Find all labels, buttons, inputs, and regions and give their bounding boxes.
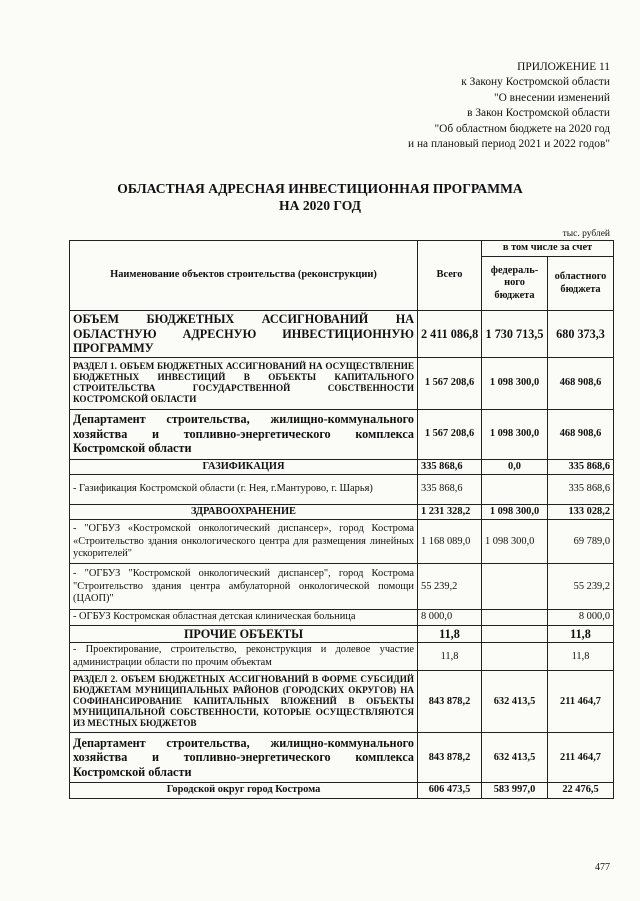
- row-total: 843 878,2: [418, 671, 482, 733]
- row-total: 2 411 086,8: [418, 311, 482, 358]
- row-total: 55 239,2: [418, 564, 482, 610]
- appendix-line: "Об областном бюджете на 2020 год: [434, 122, 610, 135]
- row-total: 843 878,2: [418, 733, 482, 783]
- row-federal: 1 098 300,0: [482, 409, 548, 459]
- appendix-line: "О внесении изменений: [493, 91, 610, 104]
- row-total: 1 231 328,2: [418, 504, 482, 519]
- appendix-line: и на плановый период 2021 и 2022 годов": [408, 138, 610, 151]
- row-name: ГАЗИФИКАЦИЯ: [70, 459, 418, 474]
- header-name: Наименование объектов строительства (реконструкции): [70, 241, 418, 311]
- table-row: [70, 610, 614, 625]
- row-regional: 8 000,0: [548, 610, 614, 625]
- row-federal: 1 098 300,0: [482, 357, 548, 409]
- row-name: Департамент строительства, жилищно-коммунального хозяйства и топливно-энергетического комплекса Костромской области: [70, 409, 418, 459]
- row-name: - Проектирование, строительство, реконструкция и долевое участие администрации области по прочим объектам: [70, 643, 418, 671]
- row-federal: [482, 564, 548, 610]
- row-regional: 11,8: [548, 643, 614, 671]
- row-name: - Газификация Костромской области (г. Нея, г.Мантурово, г. Шарья): [70, 474, 418, 504]
- table-row: [70, 625, 614, 643]
- row-regional: 211 464,7: [548, 671, 614, 733]
- title-line-1: ОБЛАСТНАЯ АДРЕСНАЯ ИНВЕСТИЦИОННАЯ ПРОГРАММА: [117, 181, 523, 196]
- appendix-block: [408, 60, 610, 152]
- row-regional: 11,8: [548, 625, 614, 643]
- header-incl: в том числе за счет: [482, 241, 614, 257]
- table-row: [70, 733, 614, 783]
- table-row: [70, 520, 614, 564]
- row-federal: 632 413,5: [482, 733, 548, 783]
- table-row: [70, 357, 614, 409]
- units-label: тыс. рублей: [562, 229, 610, 239]
- row-total: 1 168 089,0: [418, 520, 482, 564]
- row-name: ПРОЧИЕ ОБЪЕКТЫ: [70, 625, 418, 643]
- table-row: [70, 474, 614, 504]
- row-regional: 335 868,6: [548, 474, 614, 504]
- row-federal: [482, 643, 548, 671]
- row-name: - "ОГБУЗ «Костромской онкологический диспансер», город Кострома «Строительство здания онкологического центра для размещения линейных ускорителей": [70, 520, 418, 564]
- row-name: Департамент строительства, жилищно-коммунального хозяйства и топливно-энергетического комплекса Костромской области: [70, 733, 418, 783]
- header-total: Всего: [418, 241, 482, 311]
- table-row: [70, 311, 614, 358]
- title-line-2: НА 2020 ГОД: [279, 198, 361, 213]
- table-row: [70, 671, 614, 733]
- row-total: 606 473,5: [418, 783, 482, 798]
- row-regional: 22 476,5: [548, 783, 614, 798]
- row-name: РАЗДЕЛ 1. ОБЪЕМ БЮДЖЕТНЫХ АССИГНОВАНИЙ НА ОСУЩЕСТВЛЕНИЕ БЮДЖЕТНЫХ ИНВЕСТИЦИЙ В ОБЪЕКТЫ КАПИТАЛЬНОГО СТРОИТЕЛЬСТВА ГОСУДАРСТВЕННОЙ СОБСТВЕННОСТИ КОСТРОМСКОЙ ОБЛАСТИ: [70, 357, 418, 409]
- row-total: 8 000,0: [418, 610, 482, 625]
- row-regional: 55 239,2: [548, 564, 614, 610]
- row-regional: 335 868,6: [548, 459, 614, 474]
- row-total: 11,8: [418, 643, 482, 671]
- row-federal: [482, 474, 548, 504]
- row-federal: 583 997,0: [482, 783, 548, 798]
- appendix-line: к Закону Костромской области: [461, 76, 610, 89]
- row-total: 1 567 208,6: [418, 357, 482, 409]
- header-regional: областного бюджета: [548, 257, 614, 311]
- table-row: [70, 564, 614, 610]
- page-number: 477: [595, 862, 610, 873]
- row-regional: 468 908,6: [548, 409, 614, 459]
- row-federal: [482, 625, 548, 643]
- investment-table: [69, 240, 614, 799]
- row-total: 11,8: [418, 625, 482, 643]
- header-federal: федераль-ного бюджета: [482, 257, 548, 311]
- row-name: Городской округ город Кострома: [70, 783, 418, 798]
- table-row: [70, 459, 614, 474]
- row-federal: 632 413,5: [482, 671, 548, 733]
- row-regional: 211 464,7: [548, 733, 614, 783]
- row-regional: 468 908,6: [548, 357, 614, 409]
- row-federal: 1 730 713,5: [482, 311, 548, 358]
- row-regional: 133 028,2: [548, 504, 614, 519]
- document-title: [0, 180, 640, 214]
- header-row: [70, 241, 614, 257]
- row-name: - ОГБУЗ Костромская областная детская клиническая больница: [70, 610, 418, 625]
- row-total: 335 868,6: [418, 459, 482, 474]
- table-row: [70, 504, 614, 519]
- row-regional: 69 789,0: [548, 520, 614, 564]
- table-row: [70, 643, 614, 671]
- row-federal: 1 098 300,0: [482, 520, 548, 564]
- appendix-line: ПРИЛОЖЕНИЕ 11: [517, 61, 610, 73]
- row-total: 335 868,6: [418, 474, 482, 504]
- row-federal: 1 098 300,0: [482, 504, 548, 519]
- row-regional: 680 373,3: [548, 311, 614, 358]
- row-name: РАЗДЕЛ 2. ОБЪЕМ БЮДЖЕТНЫХ АССИГНОВАНИЙ В ФОРМЕ СУБСИДИЙ БЮДЖЕТАМ МУНИЦИПАЛЬНЫХ РАЙОНОВ (ГОРОДСКИХ ОКРУГОВ) НА СОФИНАНСИРОВАНИЕ КАПИТАЛЬНЫХ ВЛОЖЕНИЙ В ОБЪЕКТЫ МУНИЦИПАЛЬНОЙ СОБСТВЕННОСТИ, КОТОРЫЕ ОСУЩЕСТВЛЯЮТСЯ ИЗ МЕСТНЫХ БЮДЖЕТОВ: [70, 671, 418, 733]
- row-total: 1 567 208,6: [418, 409, 482, 459]
- row-name: ОБЪЕМ БЮДЖЕТНЫХ АССИГНОВАНИЙ НА ОБЛАСТНУЮ АДРЕСНУЮ ИНВЕСТИЦИОННУЮ ПРОГРАММУ: [70, 311, 418, 358]
- appendix-line: в Закон Костромской области: [467, 107, 610, 120]
- table-row: [70, 783, 614, 798]
- table-row: [70, 409, 614, 459]
- row-name: - "ОГБУЗ "Костромской онкологический диспансер", город Кострома "Строительство здания центра амбулаторной онкологической помощи (ЦАОП)": [70, 564, 418, 610]
- row-federal: [482, 610, 548, 625]
- row-name: ЗДРАВООХРАНЕНИЕ: [70, 504, 418, 519]
- row-federal: 0,0: [482, 459, 548, 474]
